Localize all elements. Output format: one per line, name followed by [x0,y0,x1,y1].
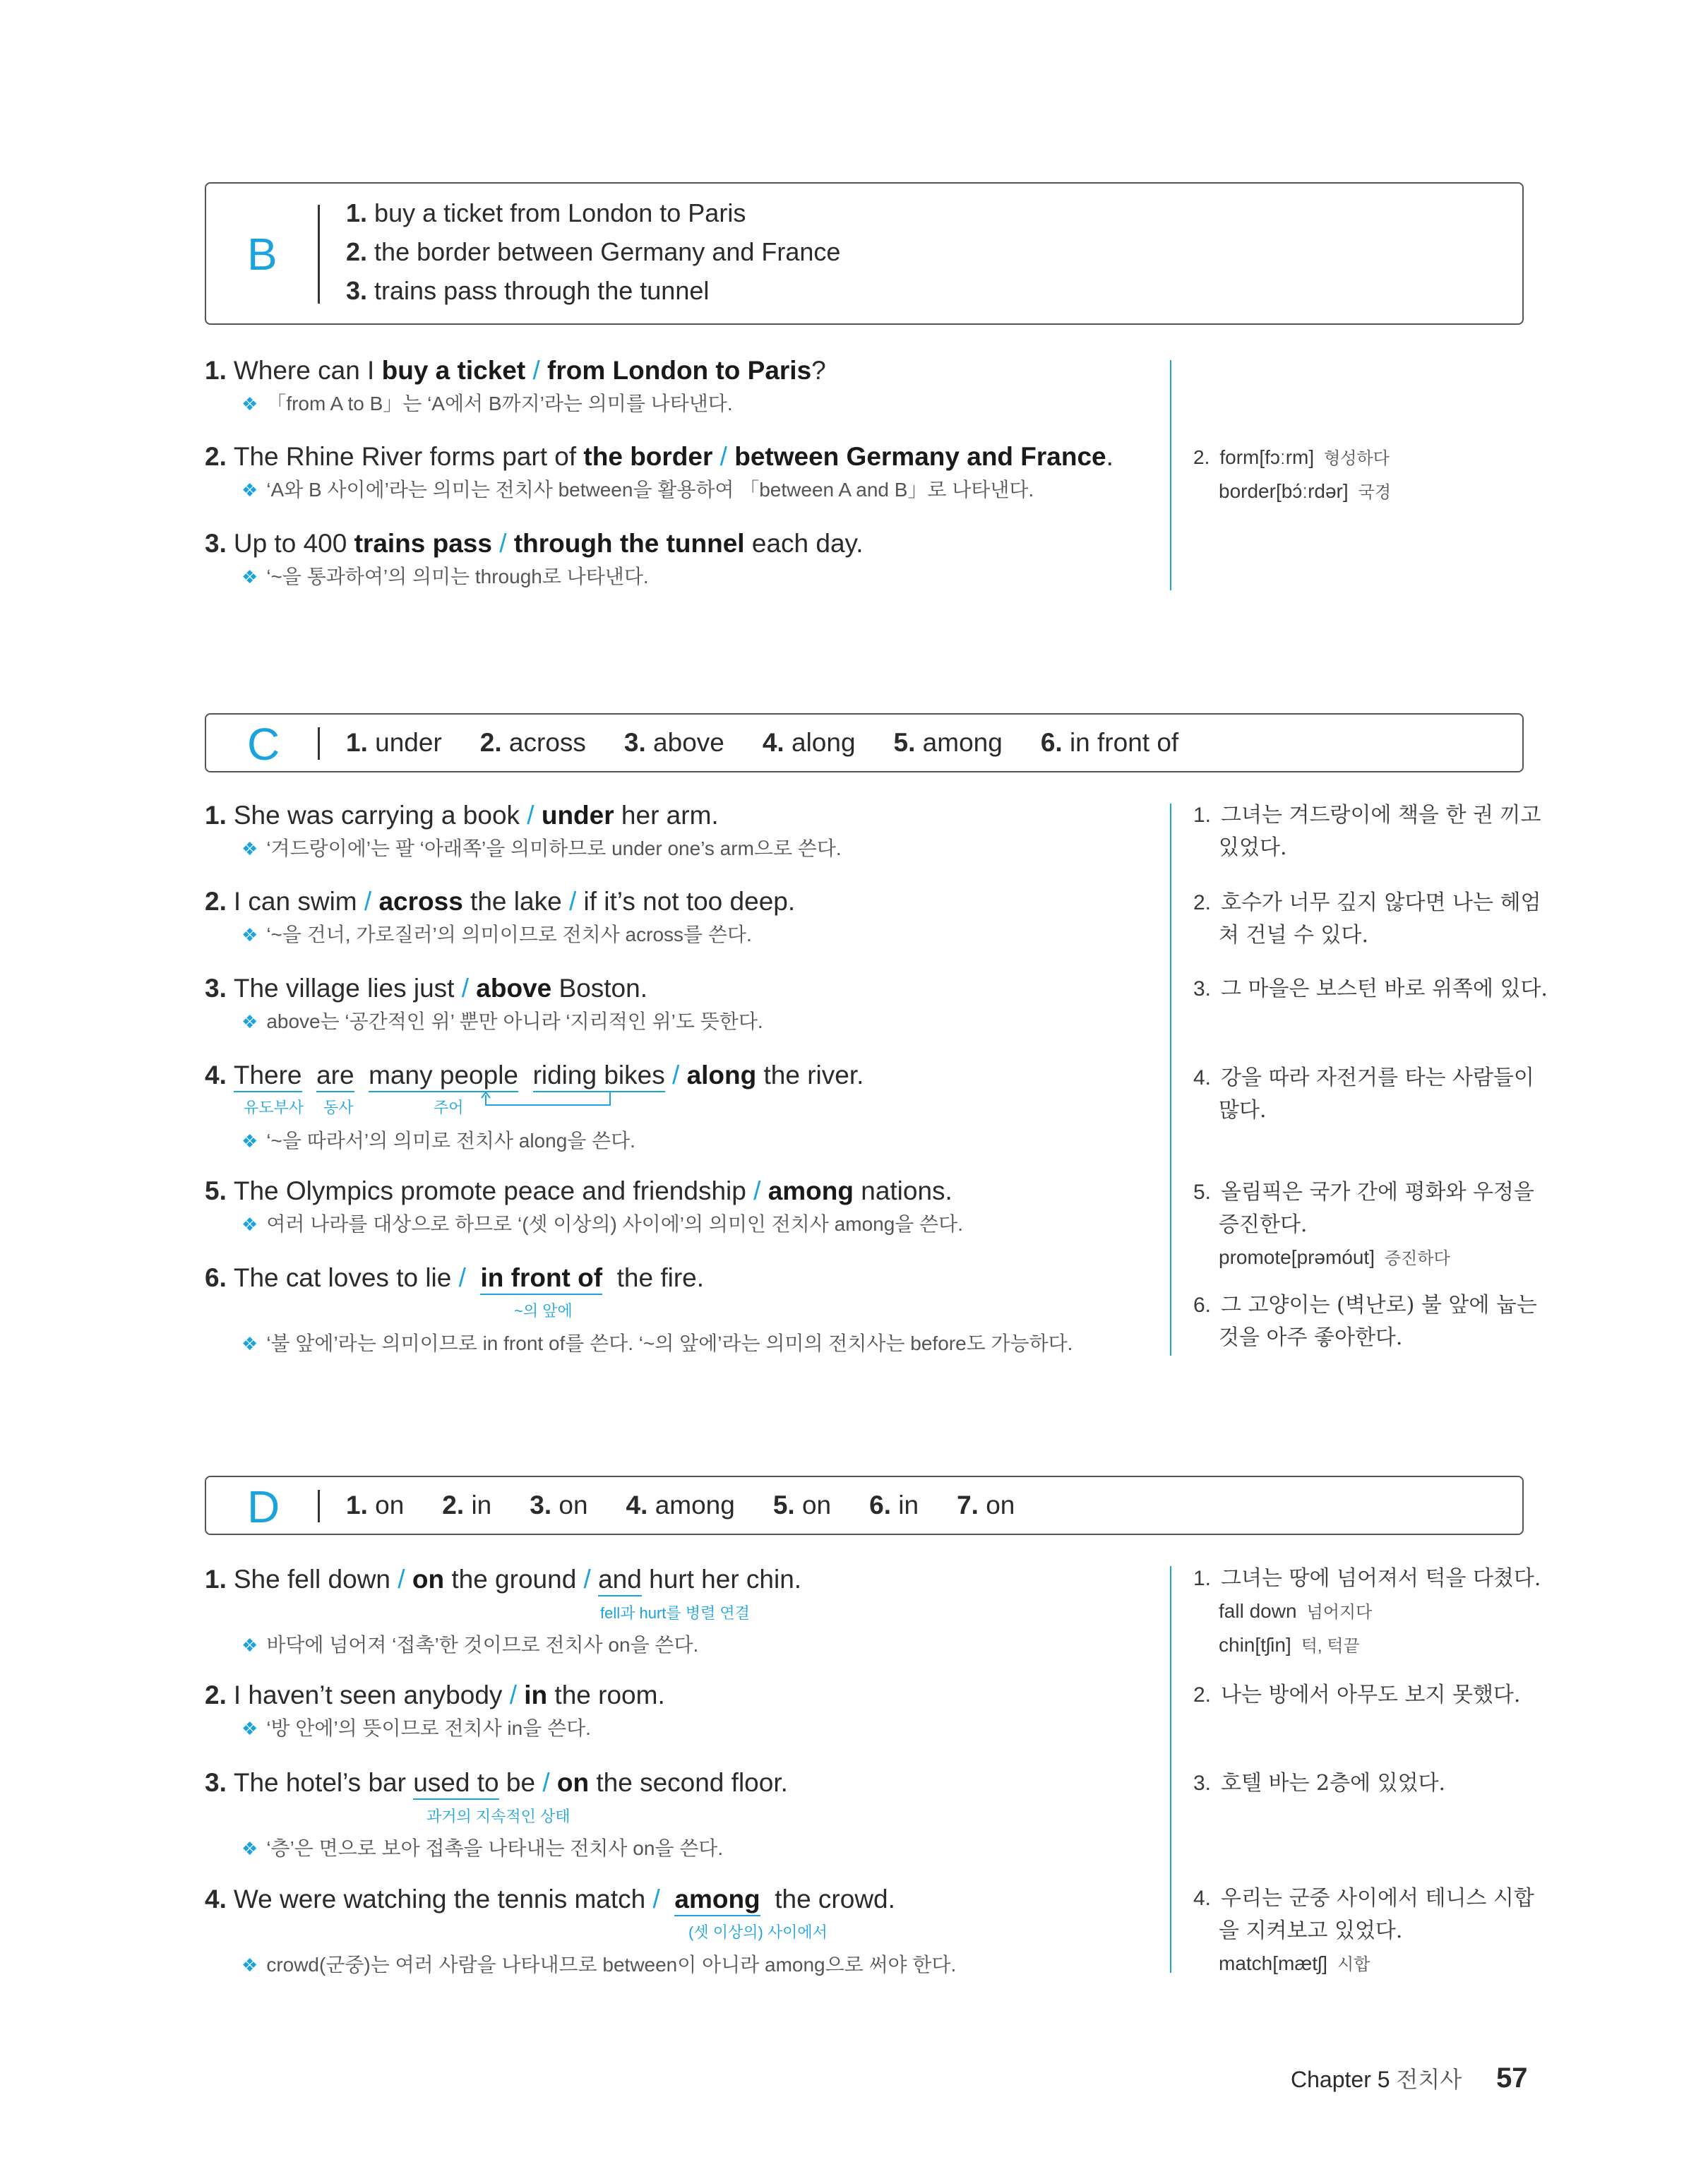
explanation-note: ❖ ‘불 앞에’라는 의미이므로 in front of를 쓴다. ‘~의 앞에’라는 의미의 전치사는 before도 가능하다. [241,1332,1073,1354]
answer-list: 1. on 2. in 3. on 4. among 5. on 6. in 7. on [346,1491,1015,1520]
page-footer [1291,2062,1528,2094]
answer-box-b [205,182,1524,325]
question-b1: 1. Where can I buy a ticket / from London to Paris? ❖ 「from A to B」는 ‘A에서 B까지’라는 의미를 나타낸다. [205,353,826,419]
explanation-note: ❖ ‘~을 건너, 가로질러’의 의미이므로 전치사 across를 쓴다. [241,924,752,945]
explanation-note: ❖ 「from A to B」는 ‘A에서 B까지’라는 의미를 나타낸다. [241,393,733,414]
gloss-label: 동사 [323,1099,354,1116]
question-c1: 1. She was carrying a book / under her arm. ❖ ‘겨드랑이에’는 팔 ‘아래쪽’을 의미하므로 under one’s arm으로 쓴다. [205,798,842,864]
section-letter-b: B [247,229,277,280]
translation-c2: 2. 호수가 너무 깊지 않다면 나는 헤엄 쳐 건널 수 있다. [1193,890,1541,948]
explanation-note: ❖ crowd(군중)는 여러 사람을 나타내므로 between이 아니라 among으로 써야 한다. [241,1954,957,1976]
explanation-note: ❖ ‘~을 따라서’의 의미로 전치사 along을 쓴다. [241,1130,635,1152]
translation-c6: 6. 그 고양이는 (벽난로) 불 앞에 눕는 것을 아주 좋아한다. [1193,1293,1537,1350]
chapter-label: Chapter 5 [1291,2067,1390,2092]
translation-c1: 1. 그녀는 겨드랑이에 책을 한 권 끼고 있었다. [1193,803,1541,860]
question-d3: 3. The hotel’s bar used to be / on the second floor. ❖ ‘층’은 면으로 보아 접촉을 나타내는 전치사 on을 쓴다. [205,1765,788,1864]
page-number: 57 [1496,2062,1528,2094]
side-divider [1170,804,1171,1356]
diamond-bullet-icon: ❖ [241,479,258,501]
explanation-note: ❖ ‘~을 통과하여’의 의미는 through로 나타낸다. [241,566,649,587]
answer-list: 1. under 2. across 3. above 4. along 5. among 6. in front of [346,728,1179,757]
question-c2: 2. I can swim / across the lake / if it’s not too deep. ❖ ‘~을 건너, 가로질러’의 의미이므로 전치사 across를 쓴다. [205,884,795,950]
diamond-bullet-icon: ❖ [241,1214,258,1235]
diamond-bullet-icon: ❖ [241,1333,258,1354]
gloss-label: ~의 앞에 [514,1302,573,1320]
gloss-label: fell과 hurt를 병렬 연결 [600,1604,750,1622]
question-b3: 3. Up to 400 trains pass / through the tunnel each day. ❖ ‘~을 통과하여’의 의미는 through로 나타낸다. [205,526,864,592]
question-c5: 5. The Olympics promote peace and friendship / among nations. ❖ 여러 나라를 대상으로 하므로 ‘(셋 이상의) 사이에’의 의미인 전치사 among을 쓴다. [205,1174,963,1240]
explanation-note: ❖ 바닥에 넘어져 ‘접촉’한 것이므로 전치사 on을 쓴다. [241,1634,699,1656]
section-letter-c: C [247,719,280,770]
diamond-bullet-icon: ❖ [241,1954,258,1976]
question-c6: 6. The cat loves to lie / in front of the fire. ❖ ‘불 앞에’라는 의미이므로 in front of를 쓴다. ‘~의 앞에’라는 의미의 전치사는 before도 가능하다. [205,1260,1073,1359]
diamond-bullet-icon: ❖ [241,1635,258,1656]
answer-line: 1. buy a ticket from London to Paris [346,198,746,227]
diamond-bullet-icon: ❖ [241,1130,258,1152]
box-divider [318,727,320,760]
answer-lines [346,193,840,310]
question-c3: 3. The village lies just / above Boston. ❖ above는 ‘공간적인 위’ 뿐만 아니라 ‘지리적인 위’도 뜻한다. [205,971,763,1037]
answer-line: 3. trains pass through the tunnel [346,276,710,305]
gloss-label: 과거의 지속적인 상태 [426,1808,571,1825]
side-divider [1170,360,1171,590]
answer-box-c [205,713,1524,772]
translation-c4: 4. 강을 따라 자전거를 타는 사람들이 많다. [1193,1065,1534,1123]
gloss-label: 주어 [434,1099,464,1116]
diamond-bullet-icon: ❖ [241,1718,258,1739]
diamond-bullet-icon: ❖ [241,838,258,859]
answer-line: 2. the border between Germany and France [346,237,841,266]
diamond-bullet-icon: ❖ [241,1011,258,1032]
gloss-label: (셋 이상의) 사이에서 [688,1923,828,1941]
question-d4: 4. We were watching the tennis match / among the crowd. ❖ crowd(군중)는 여러 사람을 나타내므로 between이 아니라 among으로 써야 한다. [205,1882,956,1981]
explanation-note: ❖ ‘겨드랑이에’는 팔 ‘아래쪽’을 의미하므로 under one’s arm으로 쓴다. [241,837,842,859]
explanation-note: ❖ ‘방 안에’의 뜻이므로 전치사 in을 쓴다. [241,1717,591,1739]
box-divider [318,205,320,304]
chapter-topic: 전치사 [1396,2067,1462,2092]
translation-c3: 3. 그 마을은 보스턴 바로 위쪽에 있다. [1193,977,1548,1001]
side-vocab-b2: 2. form[fɔːrm] 형성하다 border[bɔ́ːrdər] 국경 [1193,446,1392,502]
translation-c5: 5. 올림픽은 국가 간에 평화와 우정을 증진한다. promote[prəmóut] 증진하다 [1193,1180,1534,1268]
translation-d4: 4. 우리는 군중 사이에서 테니스 시합 을 지켜보고 있었다. match[mætʃ] 시합 [1193,1886,1534,1974]
question-d2: 2. I haven’t seen anybody / in the room. ❖ ‘방 안에’의 뜻이므로 전치사 in을 쓴다. [205,1678,665,1744]
diamond-bullet-icon: ❖ [241,566,258,587]
diamond-bullet-icon: ❖ [241,1838,258,1859]
section-letter-d: D [247,1481,280,1532]
explanation-note: ❖ ‘층’은 면으로 보아 접촉을 나타내는 전치사 on을 쓴다. [241,1837,724,1859]
modifier-arrow [480,1091,614,1112]
explanation-note: ❖ above는 ‘공간적인 위’ 뿐만 아니라 ‘지리적인 위’도 뜻한다. [241,1010,763,1032]
explanation-note: ❖ 여러 나라를 대상으로 하므로 ‘(셋 이상의) 사이에’의 의미인 전치사 among을 쓴다. [241,1213,963,1235]
explanation-note: ❖ ‘A와 B 사이에’라는 의미는 전치사 between을 활용하여 「between A and B」로 나타낸다. [241,479,1034,501]
translation-d1: 1. 그녀는 땅에 넘어져서 턱을 다쳤다. fall down 넘어지다 chin[tʃin] 턱, 턱끝 [1193,1566,1541,1656]
diamond-bullet-icon: ❖ [241,393,258,414]
translation-d3: 3. 호텔 바는 2층에 있었다. [1193,1771,1446,1796]
side-divider [1170,1566,1171,1973]
box-divider [318,1490,320,1522]
question-d1: 1. She fell down / on the ground / and hurt her chin. ❖ 바닥에 넘어져 ‘접촉’한 것이므로 전치사 on을 쓴다. [205,1562,801,1661]
diamond-bullet-icon: ❖ [241,924,258,945]
question-b2: 2. The Rhine River forms part of the border / between Germany and France. ❖ ‘A와 B 사이에’라는 의미는 전치사 between을 활용하여 「between A and B」로 나타낸다. [205,439,1113,506]
question-c4: 4. There are many people riding bikes / along the river. ❖ ‘~을 따라서’의 의미로 전치사 along을 쓴다. [205,1058,864,1157]
gloss-label: 유도부사 [244,1099,304,1116]
translation-d2: 2. 나는 방에서 아무도 보지 못했다. [1193,1683,1521,1707]
answer-box-d [205,1476,1524,1535]
